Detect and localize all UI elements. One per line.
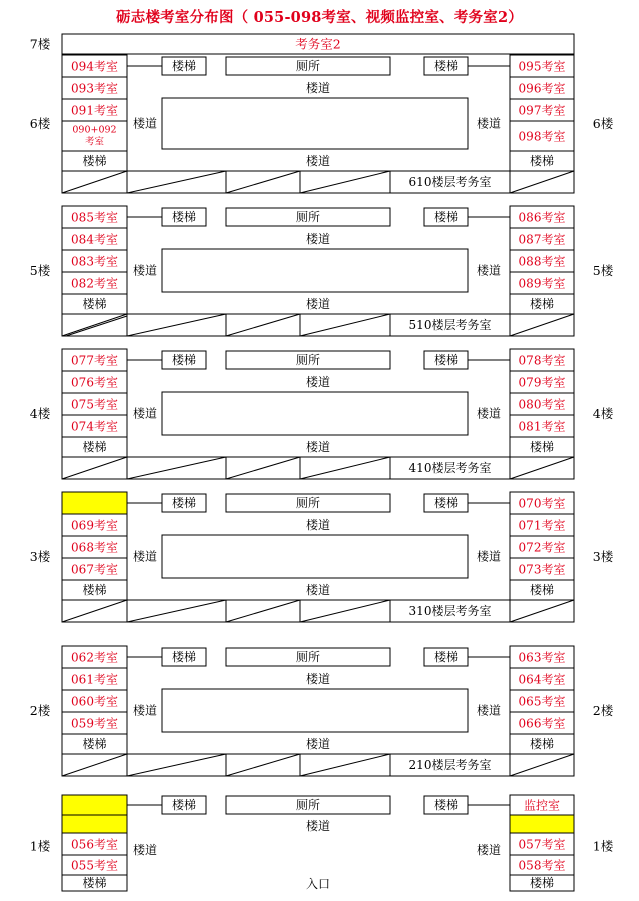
- strip-diagonal-6f-3: [300, 171, 390, 193]
- corridor-1f-left: 楼道: [132, 843, 158, 857]
- toilet-6f-label: 厕所: [295, 59, 321, 73]
- stair-6f-top-right-label: 楼梯: [433, 59, 459, 73]
- stair-2f-left-label: 楼梯: [82, 737, 107, 751]
- floor-label-5-right: 5楼: [592, 263, 614, 278]
- room-5f-right-1-label: 087考室: [518, 232, 566, 247]
- corridor-6f-right: 楼道: [476, 116, 502, 131]
- floor-label-7: 7楼: [29, 36, 51, 52]
- room-1f-right-2-label: 057考室: [518, 837, 566, 852]
- room-3f-right-3-label: 073考室: [518, 562, 566, 577]
- room-4f-left-0-label: 077考室: [71, 353, 118, 368]
- room-2f-left-2-label: 060考室: [71, 694, 118, 709]
- stair-1f-top-left-label: 楼梯: [171, 798, 197, 812]
- strip-diagonal-4f-0: [62, 457, 127, 479]
- room-2f-right-2-label: 065考室: [518, 694, 566, 709]
- office-strip-2f: [62, 754, 574, 776]
- stair-3f-top-right-label: 楼梯: [433, 496, 459, 510]
- floor-label-4-right: 4楼: [592, 406, 614, 421]
- stair-2f-top-left-label: 楼梯: [171, 650, 197, 664]
- toilet-4f-label: 厕所: [295, 353, 321, 367]
- room-2f-right-3-label: 066考室: [518, 716, 566, 731]
- room-1f-left-3-label: 055考室: [71, 858, 118, 873]
- room-5f-right-2-label: 088考室: [518, 254, 566, 269]
- strip-diagonal-2f-0: [62, 754, 127, 776]
- strip-diagonal-2f-1: [127, 754, 226, 776]
- strip-diagonal-4f-2: [226, 457, 300, 479]
- office-7th-floor-label: 考务室2: [295, 36, 341, 52]
- stair-4f-right-label: 楼梯: [529, 440, 555, 454]
- room-2f-right-1-label: 064考室: [518, 672, 566, 687]
- corridor-1f-top: 楼道: [305, 819, 331, 833]
- room-5f-left-0-label: 085考室: [71, 210, 118, 225]
- office-strip-6f: [62, 171, 574, 193]
- room-4f-right-3-label: 081考室: [518, 419, 566, 434]
- strip-diagonal-3f-3: [300, 600, 390, 622]
- room-6f-right-1-label: 096考室: [518, 81, 566, 96]
- toilet-2f-label: 厕所: [295, 650, 321, 664]
- strip-diagonal-4f-4: [510, 457, 574, 479]
- room-1f-right-1-empty: [510, 815, 574, 833]
- room-6f-left-3-label-2: 考室: [84, 136, 105, 148]
- corridor-6f-bottom: 楼道: [305, 154, 331, 168]
- room-6f-right-0-label: 095考室: [518, 59, 566, 74]
- room-6f-left-1-label: 093考室: [71, 81, 118, 96]
- corridor-4f-top: 楼道: [305, 375, 331, 389]
- floor-label-2-left: 2楼: [29, 703, 51, 718]
- room-5f-left-2-label: 083考室: [71, 254, 118, 269]
- corridor-2f-right: 楼道: [476, 703, 502, 718]
- page-title: 砺志楼考室分布图（ 055-098考室、视频监控室、考务室2）: [116, 9, 523, 26]
- strip-diagonal-5f-1: [127, 314, 226, 336]
- room-4f-right-1-label: 079考室: [518, 375, 566, 390]
- corridor-3f-right: 楼道: [476, 549, 502, 564]
- office-strip-4f: [62, 457, 574, 479]
- room-6f-left-0-label: 094考室: [71, 59, 118, 74]
- stair-1f-left-label: 楼梯: [82, 876, 107, 890]
- corridor-5f-top: 楼道: [305, 232, 331, 246]
- strip-diagonal-extra-5f: [66, 316, 127, 336]
- room-6f-left-2-label: 091考室: [71, 103, 118, 118]
- corridor-1f-right: 楼道: [476, 843, 502, 857]
- stair-3f-left-label: 楼梯: [82, 583, 107, 597]
- entrance-label: 入口: [305, 877, 331, 891]
- strip-diagonal-6f-2: [226, 171, 300, 193]
- room-2f-left-1-label: 061考室: [71, 672, 118, 687]
- stair-5f-top-right-label: 楼梯: [433, 210, 459, 224]
- stair-1f-right-label: 楼梯: [529, 876, 555, 890]
- toilet-5f-label: 厕所: [295, 210, 321, 224]
- room-3f-left-1-label: 069考室: [71, 518, 118, 533]
- central-block-5f: [162, 249, 468, 292]
- stair-4f-top-right-label: 楼梯: [433, 353, 459, 367]
- strip-diagonal-4f-1: [127, 457, 226, 479]
- room-3f-right-0-label: 070考室: [518, 496, 566, 511]
- strip-diagonal-2f-2: [226, 754, 300, 776]
- stair-3f-top-left-label: 楼梯: [171, 496, 197, 510]
- room-2f-left-0-label: 062考室: [71, 650, 118, 665]
- corridor-6f-left: 楼道: [132, 116, 158, 131]
- room-1f-left-0-empty: [62, 795, 127, 815]
- room-6f-left-3-label-1: 090+092: [72, 124, 117, 136]
- strip-diagonal-3f-0: [62, 600, 127, 622]
- office-2f-label: 210楼层考务室: [408, 758, 492, 772]
- room-5f-right-3-label: 089考室: [518, 276, 566, 291]
- room-1f-left-2-label: 056考室: [71, 837, 118, 852]
- room-2f-left-3-label: 059考室: [71, 716, 118, 731]
- room-1f-left-1-empty: [62, 815, 127, 833]
- room-3f-left-3-label: 067考室: [71, 562, 118, 577]
- floor-label-3-left: 3楼: [29, 549, 51, 564]
- central-block-2f: [162, 689, 468, 732]
- office-4f-label: 410楼层考务室: [408, 461, 492, 475]
- corridor-6f-top: 楼道: [305, 81, 331, 95]
- room-1f-right-0-label: 监控室: [523, 798, 561, 813]
- room-5f-right-0-label: 086考室: [518, 210, 566, 225]
- central-block-3f: [162, 535, 468, 578]
- floor-label-4-left: 4楼: [29, 406, 51, 421]
- strip-diagonal-5f-2: [226, 314, 300, 336]
- corridor-2f-top: 楼道: [305, 672, 331, 686]
- floor-label-6-right: 6楼: [592, 116, 614, 131]
- stair-2f-top-right-label: 楼梯: [433, 650, 459, 664]
- corridor-5f-right: 楼道: [476, 263, 502, 278]
- stair-6f-right-label: 楼梯: [529, 154, 555, 168]
- strip-diagonal-6f-1: [127, 171, 226, 193]
- central-block-6f: [162, 98, 468, 149]
- stair-5f-right-label: 楼梯: [529, 297, 555, 311]
- office-strip-5f: [62, 314, 574, 336]
- room-5f-left-3-label: 082考室: [71, 276, 118, 291]
- room-4f-right-0-label: 078考室: [518, 353, 566, 368]
- corridor-3f-top: 楼道: [305, 518, 331, 532]
- strip-diagonal-6f-4: [510, 171, 574, 193]
- room-6f-right-3-label: 098考室: [518, 129, 566, 144]
- corridor-3f-bottom: 楼道: [305, 583, 331, 597]
- corridor-4f-right: 楼道: [476, 406, 502, 421]
- office-5f-label: 510楼层考务室: [408, 318, 492, 332]
- strip-diagonal-2f-3: [300, 754, 390, 776]
- strip-diagonal-3f-1: [127, 600, 226, 622]
- stair-1f-top-right-label: 楼梯: [433, 798, 459, 812]
- room-4f-left-1-label: 076考室: [71, 375, 118, 390]
- corridor-4f-bottom: 楼道: [305, 440, 331, 454]
- strip-diagonal-2f-4: [510, 754, 574, 776]
- room-1f-right-3-label: 058考室: [518, 858, 566, 873]
- stair-2f-right-label: 楼梯: [529, 737, 555, 751]
- floor-label-6-left: 6楼: [29, 116, 51, 131]
- strip-diagonal-5f-4: [510, 314, 574, 336]
- room-4f-left-2-label: 075考室: [71, 397, 118, 412]
- strip-diagonal-6f-0: [62, 171, 127, 193]
- office-6f-label: 610楼层考务室: [408, 175, 492, 189]
- toilet-1f-label: 厕所: [295, 798, 321, 812]
- room-2f-right-0-label: 063考室: [518, 650, 566, 665]
- strip-diagonal-3f-2: [226, 600, 300, 622]
- strip-diagonal-5f-3: [300, 314, 390, 336]
- corridor-3f-left: 楼道: [132, 549, 158, 564]
- office-3f-label: 310楼层考务室: [408, 604, 492, 618]
- stair-6f-left-label: 楼梯: [82, 154, 107, 168]
- corridor-5f-bottom: 楼道: [305, 297, 331, 311]
- room-6f-right-2-label: 097考室: [518, 103, 566, 118]
- floor-label-1-left: 1楼: [29, 838, 51, 854]
- room-3f-left-2-label: 068考室: [71, 540, 118, 555]
- office-strip-3f: [62, 600, 574, 622]
- room-4f-right-2-label: 080考室: [518, 397, 566, 412]
- room-3f-right-2-label: 072考室: [518, 540, 566, 555]
- central-block-4f: [162, 392, 468, 435]
- stair-4f-top-left-label: 楼梯: [171, 353, 197, 367]
- corridor-5f-left: 楼道: [132, 263, 158, 278]
- floor-label-5-left: 5楼: [29, 263, 51, 278]
- strip-diagonal-4f-3: [300, 457, 390, 479]
- corridor-2f-left: 楼道: [132, 703, 158, 718]
- corridor-2f-bottom: 楼道: [305, 737, 331, 751]
- room-3f-left-0-empty: [62, 492, 127, 514]
- strip-diagonal-3f-4: [510, 600, 574, 622]
- room-5f-left-1-label: 084考室: [71, 232, 118, 247]
- corridor-4f-left: 楼道: [132, 406, 158, 421]
- floor-label-1-right: 1楼: [592, 838, 614, 854]
- stair-5f-top-left-label: 楼梯: [171, 210, 197, 224]
- floor-label-2-right: 2楼: [592, 703, 614, 718]
- stair-5f-left-label: 楼梯: [82, 297, 107, 311]
- stair-6f-top-left-label: 楼梯: [171, 59, 197, 73]
- toilet-3f-label: 厕所: [295, 496, 321, 510]
- floor-label-3-right: 3楼: [592, 549, 614, 564]
- room-4f-left-3-label: 074考室: [71, 419, 118, 434]
- stair-3f-right-label: 楼梯: [529, 583, 555, 597]
- stair-4f-left-label: 楼梯: [82, 440, 107, 454]
- room-3f-right-1-label: 071考室: [518, 518, 566, 533]
- strip-diagonal-5f-0: [62, 314, 127, 336]
